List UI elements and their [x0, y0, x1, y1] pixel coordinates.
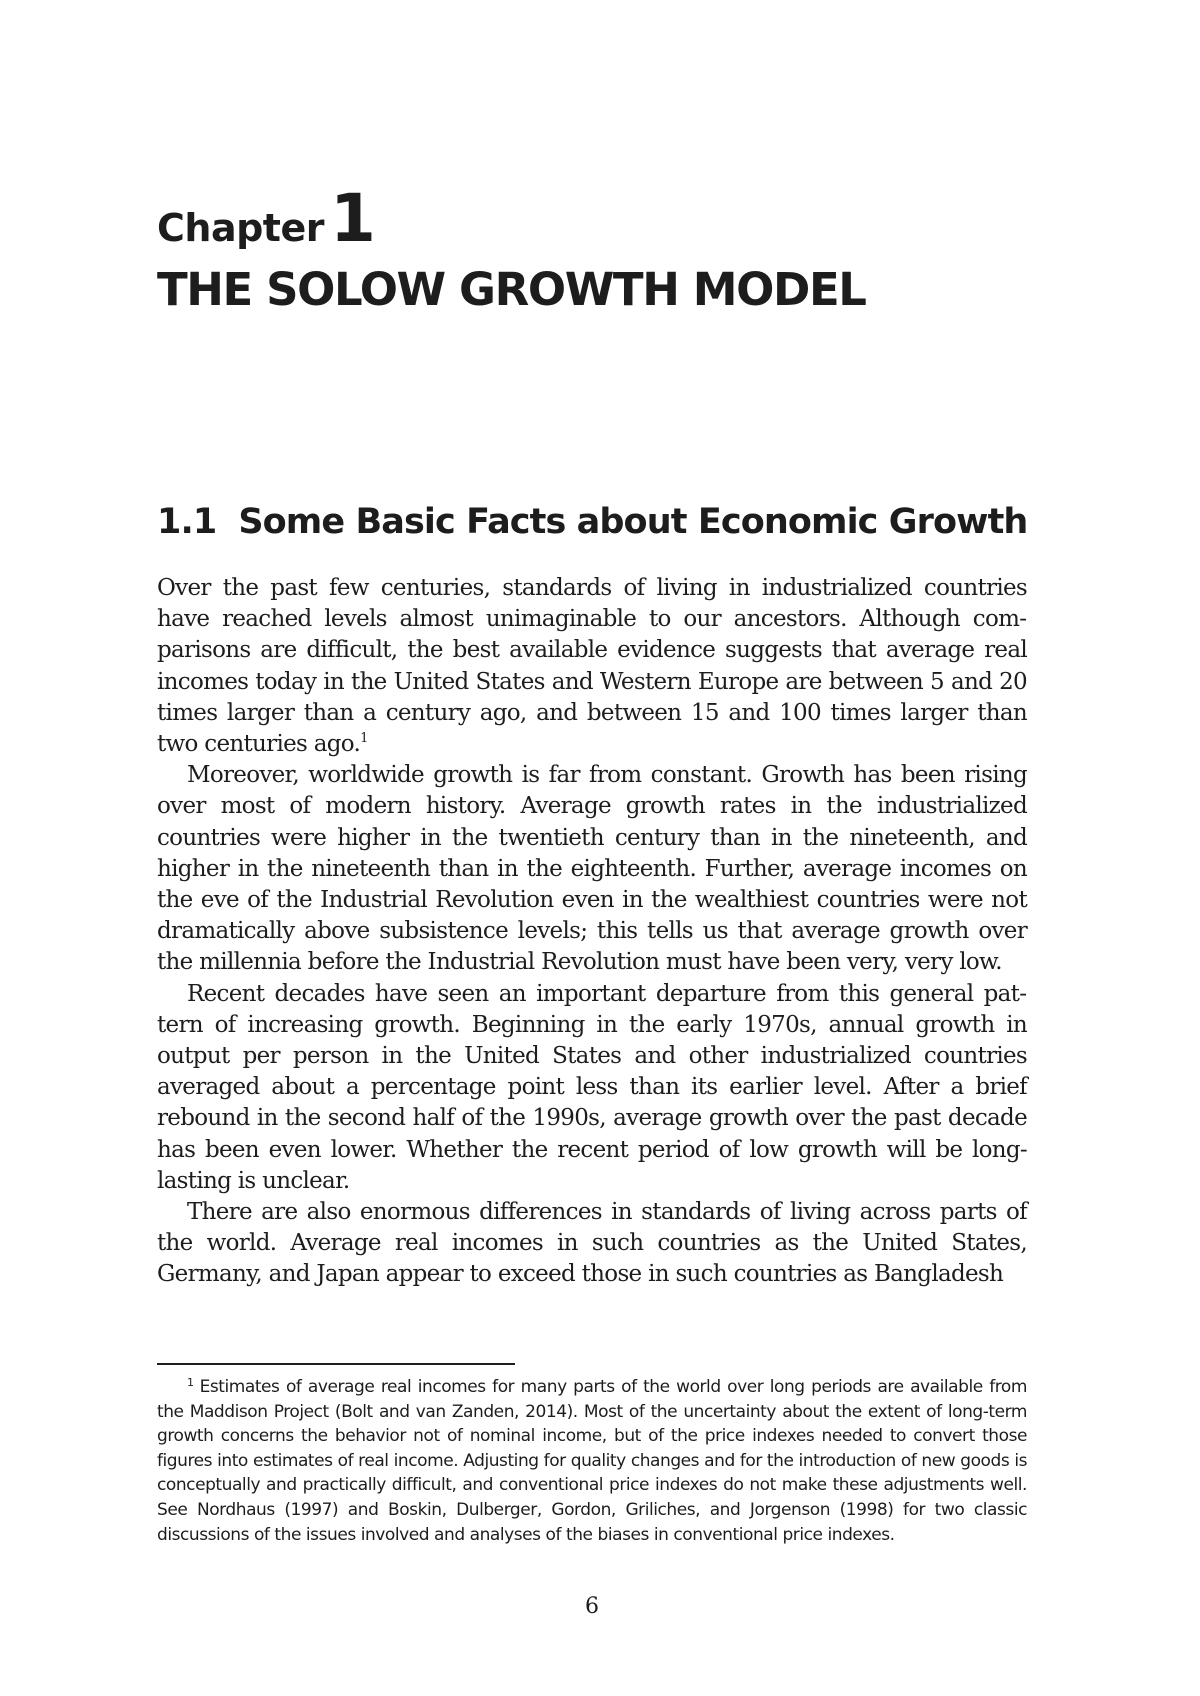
- paragraph: [157, 573, 1027, 760]
- section-number: 1.1: [157, 502, 217, 542]
- paragraph-text: Over the past few centuries, standards of living in industrialized countries have reached levels almost unimaginable to our ancestors. Although comparisons are difficult, the best available evidence suggests that average real incomes today in the United States and Western Europe are between 5 and 20 times larger than a century ago, and between 15 and 100 times larger than two centuries ago.: [157, 575, 1027, 758]
- chapter-title: THE SOLOW GROWTH MODEL: [157, 263, 866, 316]
- paragraph: There are also enormous differences in standards of living across parts of the world. Average real incomes in such countries as the United States, Germany, and Japan appear to exceed those in such countries as Bangladesh: [157, 1199, 1027, 1288]
- paragraph: Recent decades have seen an important departure from this general pattern of increasing growth. Beginning in the early 1970s, annual growth in output per person in the United States and other industrialized countries averaged about a percentage point less than its earlier level. After a brief rebound in the second half of the 1990s, average growth over the past decade has been even lower. Whether the recent period of low growth will be long-lasting is unclear.: [157, 980, 1027, 1194]
- footnote: [157, 1375, 1027, 1547]
- chapter-number: 1: [329, 180, 374, 257]
- body-text: [157, 573, 1027, 1291]
- footnote-divider: [157, 1363, 515, 1365]
- footnote-marker: 1: [187, 1376, 194, 1389]
- chapter-word: Chapter: [157, 206, 324, 250]
- section-title: Some Basic Facts about Economic Growth: [238, 502, 1028, 542]
- footnote-reference[interactable]: 1: [360, 731, 368, 747]
- footnote-text: Estimates of average real incomes for many parts of the world over long periods are available from the Maddison Project (Bolt and van Zanden, 2014). Most of the uncertainty about the extent of long-term growth concerns the behavior not of nominal income, but of the price indexes needed to convert those figures into estimates of real income. Adjusting for quality changes and for the introduction of new goods is conceptually and practically difficult, and conventional price indexes do not make these adjustments well. See Nordhaus (1997) and Boskin, Dulberger, Gordon, Griliches, and Jorgenson (1998) for two classic discussions of the issues involved and analyses of the biases in conventional price indexes.: [157, 1377, 1027, 1545]
- section-heading: [157, 502, 1027, 542]
- paragraph: Moreover, worldwide growth is far from constant. Growth has been rising over most of modern history. Average growth rates in the industrialized countries were higher in the twentieth century than in the nineteenth, and higher in the nineteenth than in the eighteenth. Further, average incomes on the eve of the Industrial Revolution even in the wealthiest countries were not dramatically above subsistence levels; this tells us that average growth over the millennia before the Industrial Revolution must have been very, very low.: [157, 762, 1027, 976]
- chapter-label: [157, 180, 374, 257]
- page-number: 6: [585, 1594, 599, 1619]
